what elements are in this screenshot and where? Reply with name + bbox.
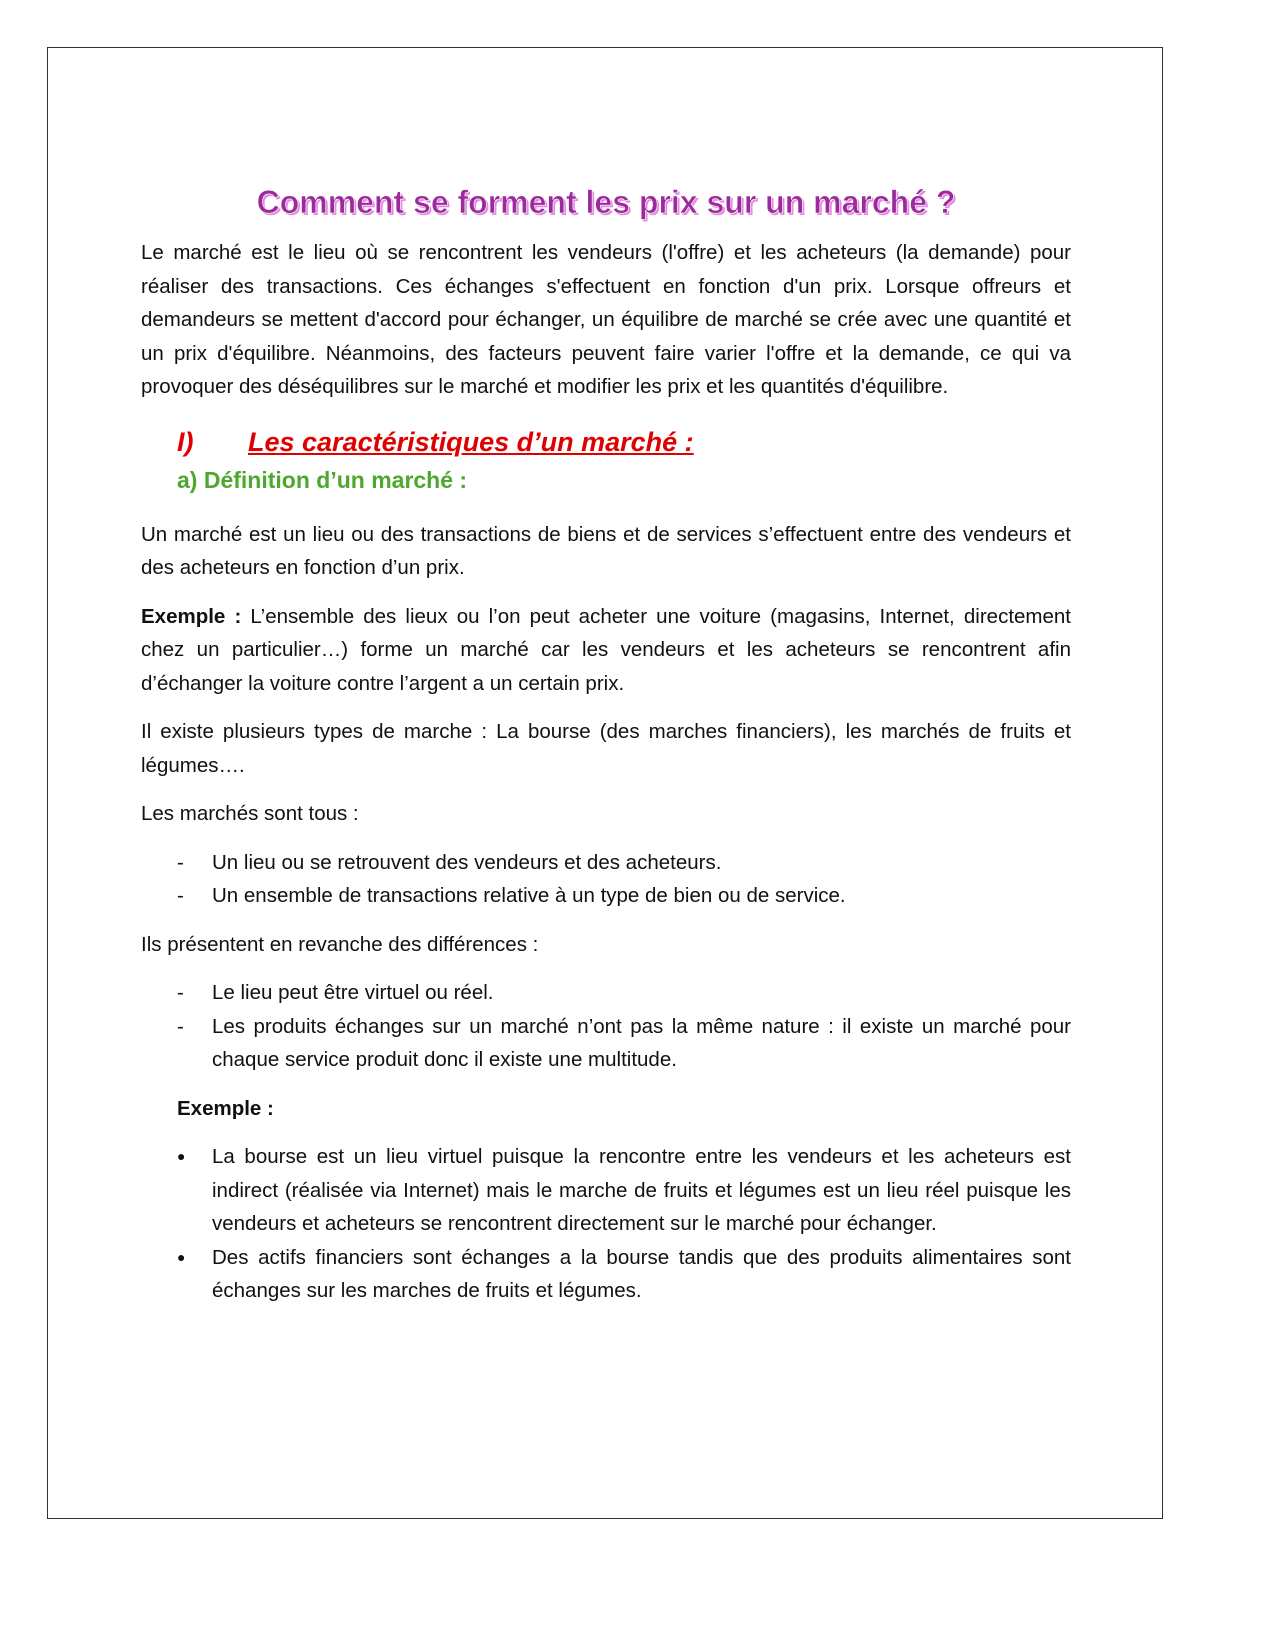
example2-label: Exemple : bbox=[177, 1096, 274, 1120]
example-paragraph bbox=[141, 600, 1071, 701]
list-item bbox=[141, 976, 1071, 1010]
dash-marker: - bbox=[177, 884, 184, 907]
list-item bbox=[141, 1140, 1071, 1241]
subsection-heading: a) Définition d’un marché : bbox=[177, 466, 468, 493]
bullet-icon: ● bbox=[177, 1148, 186, 1164]
list-item bbox=[141, 1241, 1071, 1308]
dash-marker: - bbox=[177, 1014, 184, 1038]
intro-paragraph: Le marché est le lieu où se rencontrent les vendeurs (l'offre) et les acheteurs (la demande) pour réaliser des transactions. Ces échanges s'effectuent en fonction d'un prix. Lorsque offreurs et demandeurs se mettent d'accord pour échanger, un équilibre de marché se crée avec une quantité et un prix d'équilibre. Néanmoins, des facteurs peuvent faire varier l'offre et la demande, ce qui va provoquer des déséquilibres sur le marché et modifier les prix et les quantités d'équilibre. bbox=[141, 241, 1071, 398]
list-item bbox=[141, 879, 1071, 913]
differences-intro: Ils présentent en revanche des différences : bbox=[141, 932, 539, 956]
differences-list bbox=[141, 976, 1071, 1077]
example-label: Exemple : bbox=[141, 604, 242, 628]
section-number: I) bbox=[177, 426, 194, 457]
list-item bbox=[141, 1010, 1071, 1077]
list-item-text: Un ensemble de transactions relative à un type de bien ou de service. bbox=[212, 884, 846, 907]
document-title: Comment se forment les prix sur un marché ? bbox=[256, 184, 956, 220]
example2-list bbox=[141, 1140, 1071, 1308]
list-item-text: Le lieu peut être virtuel ou réel. bbox=[212, 981, 494, 1004]
document-body bbox=[141, 182, 1071, 1323]
list-item bbox=[141, 846, 1071, 880]
list-item-text: Les produits échanges sur un marché n’ont pas la même nature : il existe un marché pour chaque service produit donc il existe une multitude. bbox=[212, 1014, 1071, 1071]
dash-marker: - bbox=[177, 850, 184, 874]
section-title: Les caractéristiques d’un marché : bbox=[248, 426, 694, 457]
dash-marker: - bbox=[177, 981, 184, 1004]
definition-paragraph: Un marché est un lieu ou des transactions de biens et de services s’effectuent entre des vendeurs et des acheteurs en fonction d’un prix. bbox=[141, 522, 1071, 579]
list-item-text: Un lieu ou se retrouvent des vendeurs et des acheteurs. bbox=[212, 850, 722, 874]
example-text: L’ensemble des lieux ou l’on peut acheter une voiture (magasins, Internet, directement chez un particulier…) forme un marché car les vendeurs et les acheteurs se rencontrent afin d’échanger la voiture contre l’argent a un certain prix. bbox=[141, 604, 1071, 695]
bullet-icon: ● bbox=[177, 1248, 186, 1265]
list-item-text: Des actifs financiers sont échanges a la bourse tandis que des produits alimentaires sont échanges sur les marches de fruits et légumes. bbox=[212, 1245, 1071, 1302]
section-heading bbox=[177, 424, 1071, 460]
types-paragraph: Il existe plusieurs types de marche : La bourse (des marches financiers), les marchés de fruits et légumes…. bbox=[141, 720, 1071, 777]
list-item-text: La bourse est un lieu virtuel puisque la rencontre entre les vendeurs et les acheteurs est indirect (réalisée via Internet) mais le marche de fruits et légumes est un lieu réel puisque les vendeurs et acheteurs se rencontrent directement sur le marché pour échanger. bbox=[212, 1145, 1071, 1235]
common-intro: Les marchés sont tous : bbox=[141, 802, 359, 825]
common-list bbox=[141, 846, 1071, 913]
